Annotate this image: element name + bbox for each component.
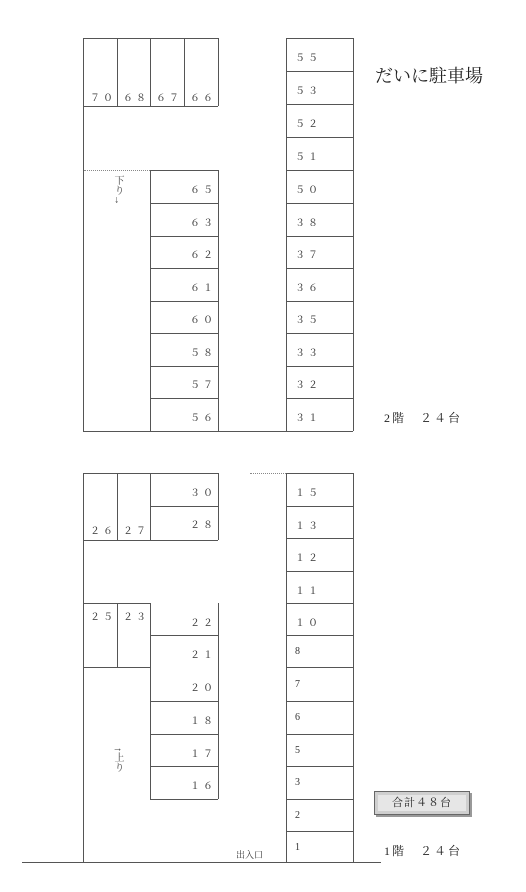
parking-space: ７０ xyxy=(90,93,116,104)
floor1-divider xyxy=(286,603,353,604)
floor2-divider xyxy=(184,38,185,106)
floor2-top-wall-right xyxy=(286,38,353,39)
floor2-right-wall xyxy=(353,38,354,431)
parking-space: ５１ xyxy=(295,152,321,163)
floor2-divider xyxy=(150,398,218,399)
floor1-divider xyxy=(117,473,118,540)
parking-space: １５ xyxy=(295,488,321,499)
floor1-label: 1階 ２４台 xyxy=(384,844,463,858)
floor2-divider xyxy=(150,203,218,204)
parking-space: 6 xyxy=(295,712,303,723)
parking-space: 2 xyxy=(295,810,303,821)
parking-space: １８ xyxy=(190,716,216,727)
floor2-divider xyxy=(150,366,218,367)
parking-space: ５８ xyxy=(190,348,216,359)
parking-space: ６５ xyxy=(190,185,216,196)
floor2-divider xyxy=(286,104,353,105)
parking-space: １７ xyxy=(190,749,216,760)
parking-space: ３０ xyxy=(190,488,216,499)
floor2-divider xyxy=(150,333,218,334)
floor2-divider xyxy=(286,137,353,138)
parking-space: １１ xyxy=(295,586,321,597)
entrance-exit-label: 出入口 xyxy=(236,850,264,860)
parking-space: １２ xyxy=(295,553,321,564)
floor1-divider xyxy=(286,667,353,668)
floor2-divider xyxy=(286,268,353,269)
floor2-divider xyxy=(286,170,353,171)
floor1-divider xyxy=(286,734,353,735)
floor1-divider xyxy=(218,603,219,799)
parking-space: ５７ xyxy=(190,380,216,391)
parking-space: ５５ xyxy=(295,53,321,64)
down-ramp-label: 下り→ xyxy=(112,175,123,205)
floor1-divider xyxy=(150,734,218,735)
parking-space: 3 xyxy=(295,777,303,788)
parking-space: ２６ xyxy=(90,526,116,537)
parking-space: ３６ xyxy=(295,283,321,294)
parking-space: 1 xyxy=(295,842,303,853)
floor2-divider xyxy=(150,236,218,237)
total-capacity-box xyxy=(374,791,470,815)
parking-space: 8 xyxy=(295,646,303,657)
floor1-divider xyxy=(286,506,353,507)
parking-space: ２０ xyxy=(190,683,216,694)
floor1-divider xyxy=(286,571,353,572)
floor1-divider xyxy=(150,540,218,541)
parking-space: ６３ xyxy=(190,218,216,229)
parking-space: ２７ xyxy=(123,526,149,537)
floor2-divider xyxy=(286,38,287,431)
parking-space: １３ xyxy=(295,521,321,532)
parking-space: ３２ xyxy=(295,380,321,391)
parking-space: ３３ xyxy=(295,348,321,359)
parking-space: ６６ xyxy=(190,93,216,104)
parking-space: ３１ xyxy=(295,413,321,424)
floor2-label: 2階 ２４台 xyxy=(384,411,463,425)
floor1-divider xyxy=(83,540,150,541)
floor1-divider xyxy=(286,831,353,832)
total-capacity-label: 合計４８台 xyxy=(378,795,466,811)
floor1-divider xyxy=(117,603,118,667)
floor1-divider xyxy=(286,766,353,767)
floor2-dotted-line xyxy=(84,170,150,171)
parking-space: ３７ xyxy=(295,250,321,261)
floor1-divider xyxy=(83,667,150,668)
parking-space: ５３ xyxy=(295,86,321,97)
floor2-divider xyxy=(83,106,218,107)
parking-space: ２８ xyxy=(190,520,216,531)
floor2-divider xyxy=(286,333,353,334)
floor1-divider xyxy=(150,635,218,636)
floor1-divider xyxy=(150,701,218,702)
floor1-divider xyxy=(286,701,353,702)
floor1-divider xyxy=(286,538,353,539)
parking-space: ５２ xyxy=(295,119,321,130)
floor1-divider xyxy=(286,799,353,800)
floor2-divider xyxy=(286,236,353,237)
parking-space: ２２ xyxy=(190,618,216,629)
parking-space: １６ xyxy=(190,781,216,792)
floor2-divider xyxy=(117,38,118,106)
parking-space: ５０ xyxy=(295,185,321,196)
floor1-dotted-line xyxy=(250,473,286,474)
floor2-divider xyxy=(218,38,219,106)
parking-space: ２５ xyxy=(90,612,116,623)
parking-space: ２３ xyxy=(123,612,149,623)
floor2-divider xyxy=(150,268,218,269)
parking-space: ６２ xyxy=(190,250,216,261)
floor1-divider xyxy=(150,506,218,507)
floor2-divider xyxy=(218,170,219,431)
floor1-divider xyxy=(150,799,218,800)
floor2-left-wall xyxy=(83,38,84,431)
floor1-right-wall xyxy=(353,473,354,862)
floor2-divider xyxy=(150,38,151,106)
floor1-top-wall-right xyxy=(286,473,353,474)
parking-space: ２１ xyxy=(190,650,216,661)
floor2-divider xyxy=(286,398,353,399)
floor2-bottom-wall xyxy=(83,431,353,432)
parking-space: ３５ xyxy=(295,315,321,326)
floor2-divider xyxy=(150,170,218,171)
floor2-divider xyxy=(286,366,353,367)
floor1-divider xyxy=(286,635,353,636)
parking-space: ６７ xyxy=(156,93,182,104)
parking-space: ３８ xyxy=(295,218,321,229)
floor2-divider xyxy=(286,203,353,204)
floor1-divider xyxy=(150,766,218,767)
floor2-divider xyxy=(286,71,353,72)
parking-space: ５６ xyxy=(190,413,216,424)
parking-title: だいに駐車場 xyxy=(375,66,483,86)
parking-space: ６１ xyxy=(190,283,216,294)
ground-line-right xyxy=(353,862,381,863)
up-ramp-label: ↑上り xyxy=(112,747,123,772)
parking-space: ６８ xyxy=(123,93,149,104)
parking-space: 5 xyxy=(295,745,303,756)
floor1-divider xyxy=(218,473,219,540)
floor2-divider xyxy=(286,301,353,302)
parking-space: ６０ xyxy=(190,315,216,326)
floor2-divider xyxy=(150,301,218,302)
ground-line xyxy=(22,862,353,863)
parking-space: １０ xyxy=(295,618,321,629)
parking-space: 7 xyxy=(295,679,303,690)
